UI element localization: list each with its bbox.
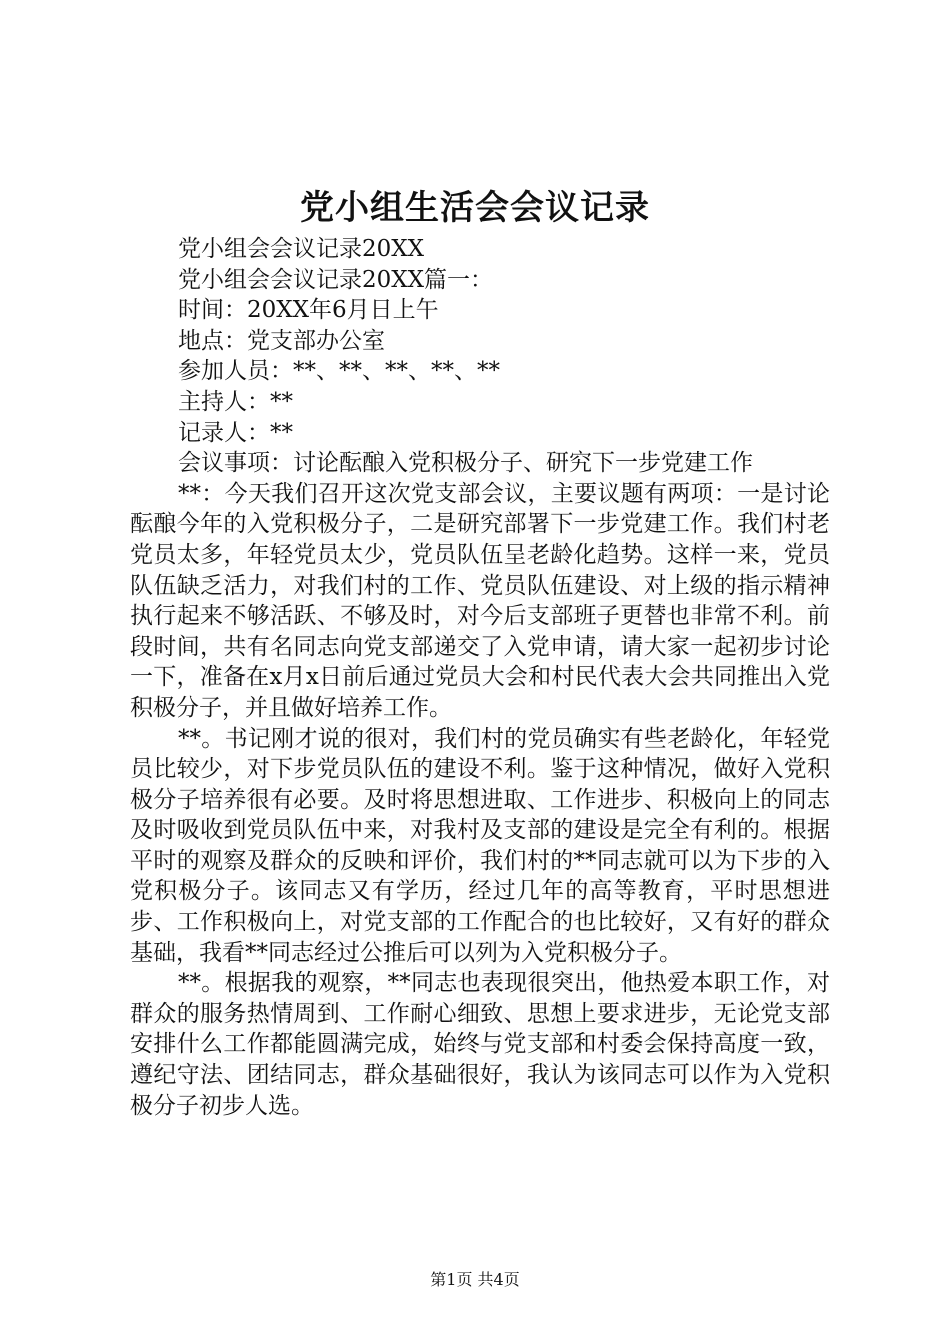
page-footer: 第1页 共4页 (430, 1270, 520, 1289)
document-body (130, 234, 830, 1121)
header-line-attendees: 参加人员：**、**、**、**、** (178, 358, 500, 385)
header-line-time: 时间：20XX年6月日上午 (178, 297, 439, 324)
header-line-location: 地点：党支部办公室 (178, 327, 385, 354)
header-line-agenda: 会议事项：讨论酝酿入党积极分子、研究下一步党建工作 (178, 450, 753, 477)
header-line-host: 主持人：** (178, 388, 293, 415)
header-line-recorder: 记录人：** (178, 419, 293, 446)
document-title: 党小组生活会会议记录 (300, 188, 650, 228)
paragraph-second-speech: **。书记刚才说的很对，我们村的党员确实有些老龄化，年轻党员比较少，对下步党员队伍的建设不利。鉴于这种情况，做好入党积极分子培养很有必要。及时将思想进取、工作进步、积极向上的同志及时吸收到党员队伍中来，对我村及支部的建设是完全有利的。根据平时的观察及群众的反映和评价，我们村的**同志就可以为下步的入党积极分子。该同志又有学历，经过几年的高等教育，平时思想进步、工作积极向上，对党支部的工作配合的也比较好，又有好的群众基础，我看**同志经过公推后可以列为入党积极分子。 (130, 725, 830, 966)
paragraph-opening-speech: **：今天我们召开这次党支部会议，主要议题有两项：一是讨论酝酿今年的入党积极分子，二是研究部署下一步党建工作。我们村老党员太多，年轻党员太少，党员队伍呈老龄化趋势。这样一来，党员队伍缺乏活力，对我们村的工作、党员队伍建设、对上级的指示精神执行起来不够活跃、不够及时，对今后支部班子更替也非常不利。前段时间，共有名同志向党支部递交了入党申请，请大家一起初步讨论一下，准备在x月x日前后通过党员大会和村民代表大会共同推出入党积极分子，并且做好培养工作。 (130, 480, 830, 721)
header-line-subtitle: 党小组会会议记录20XX (178, 236, 425, 262)
paragraph-third-speech: **。根据我的观察，**同志也表现很突出，他热爱本职工作，对群众的服务热情周到、工作耐心细致、思想上要求进步，无论党支部安排什么工作都能圆满完成，始终与党支部和村委会保持高度一致，遵纪守法、团结同志，群众基础很好，我认为该同志可以作为入党积极分子初步人选。 (130, 970, 830, 1119)
header-line-section: 党小组会会议记录20XX篇一： (178, 266, 494, 293)
